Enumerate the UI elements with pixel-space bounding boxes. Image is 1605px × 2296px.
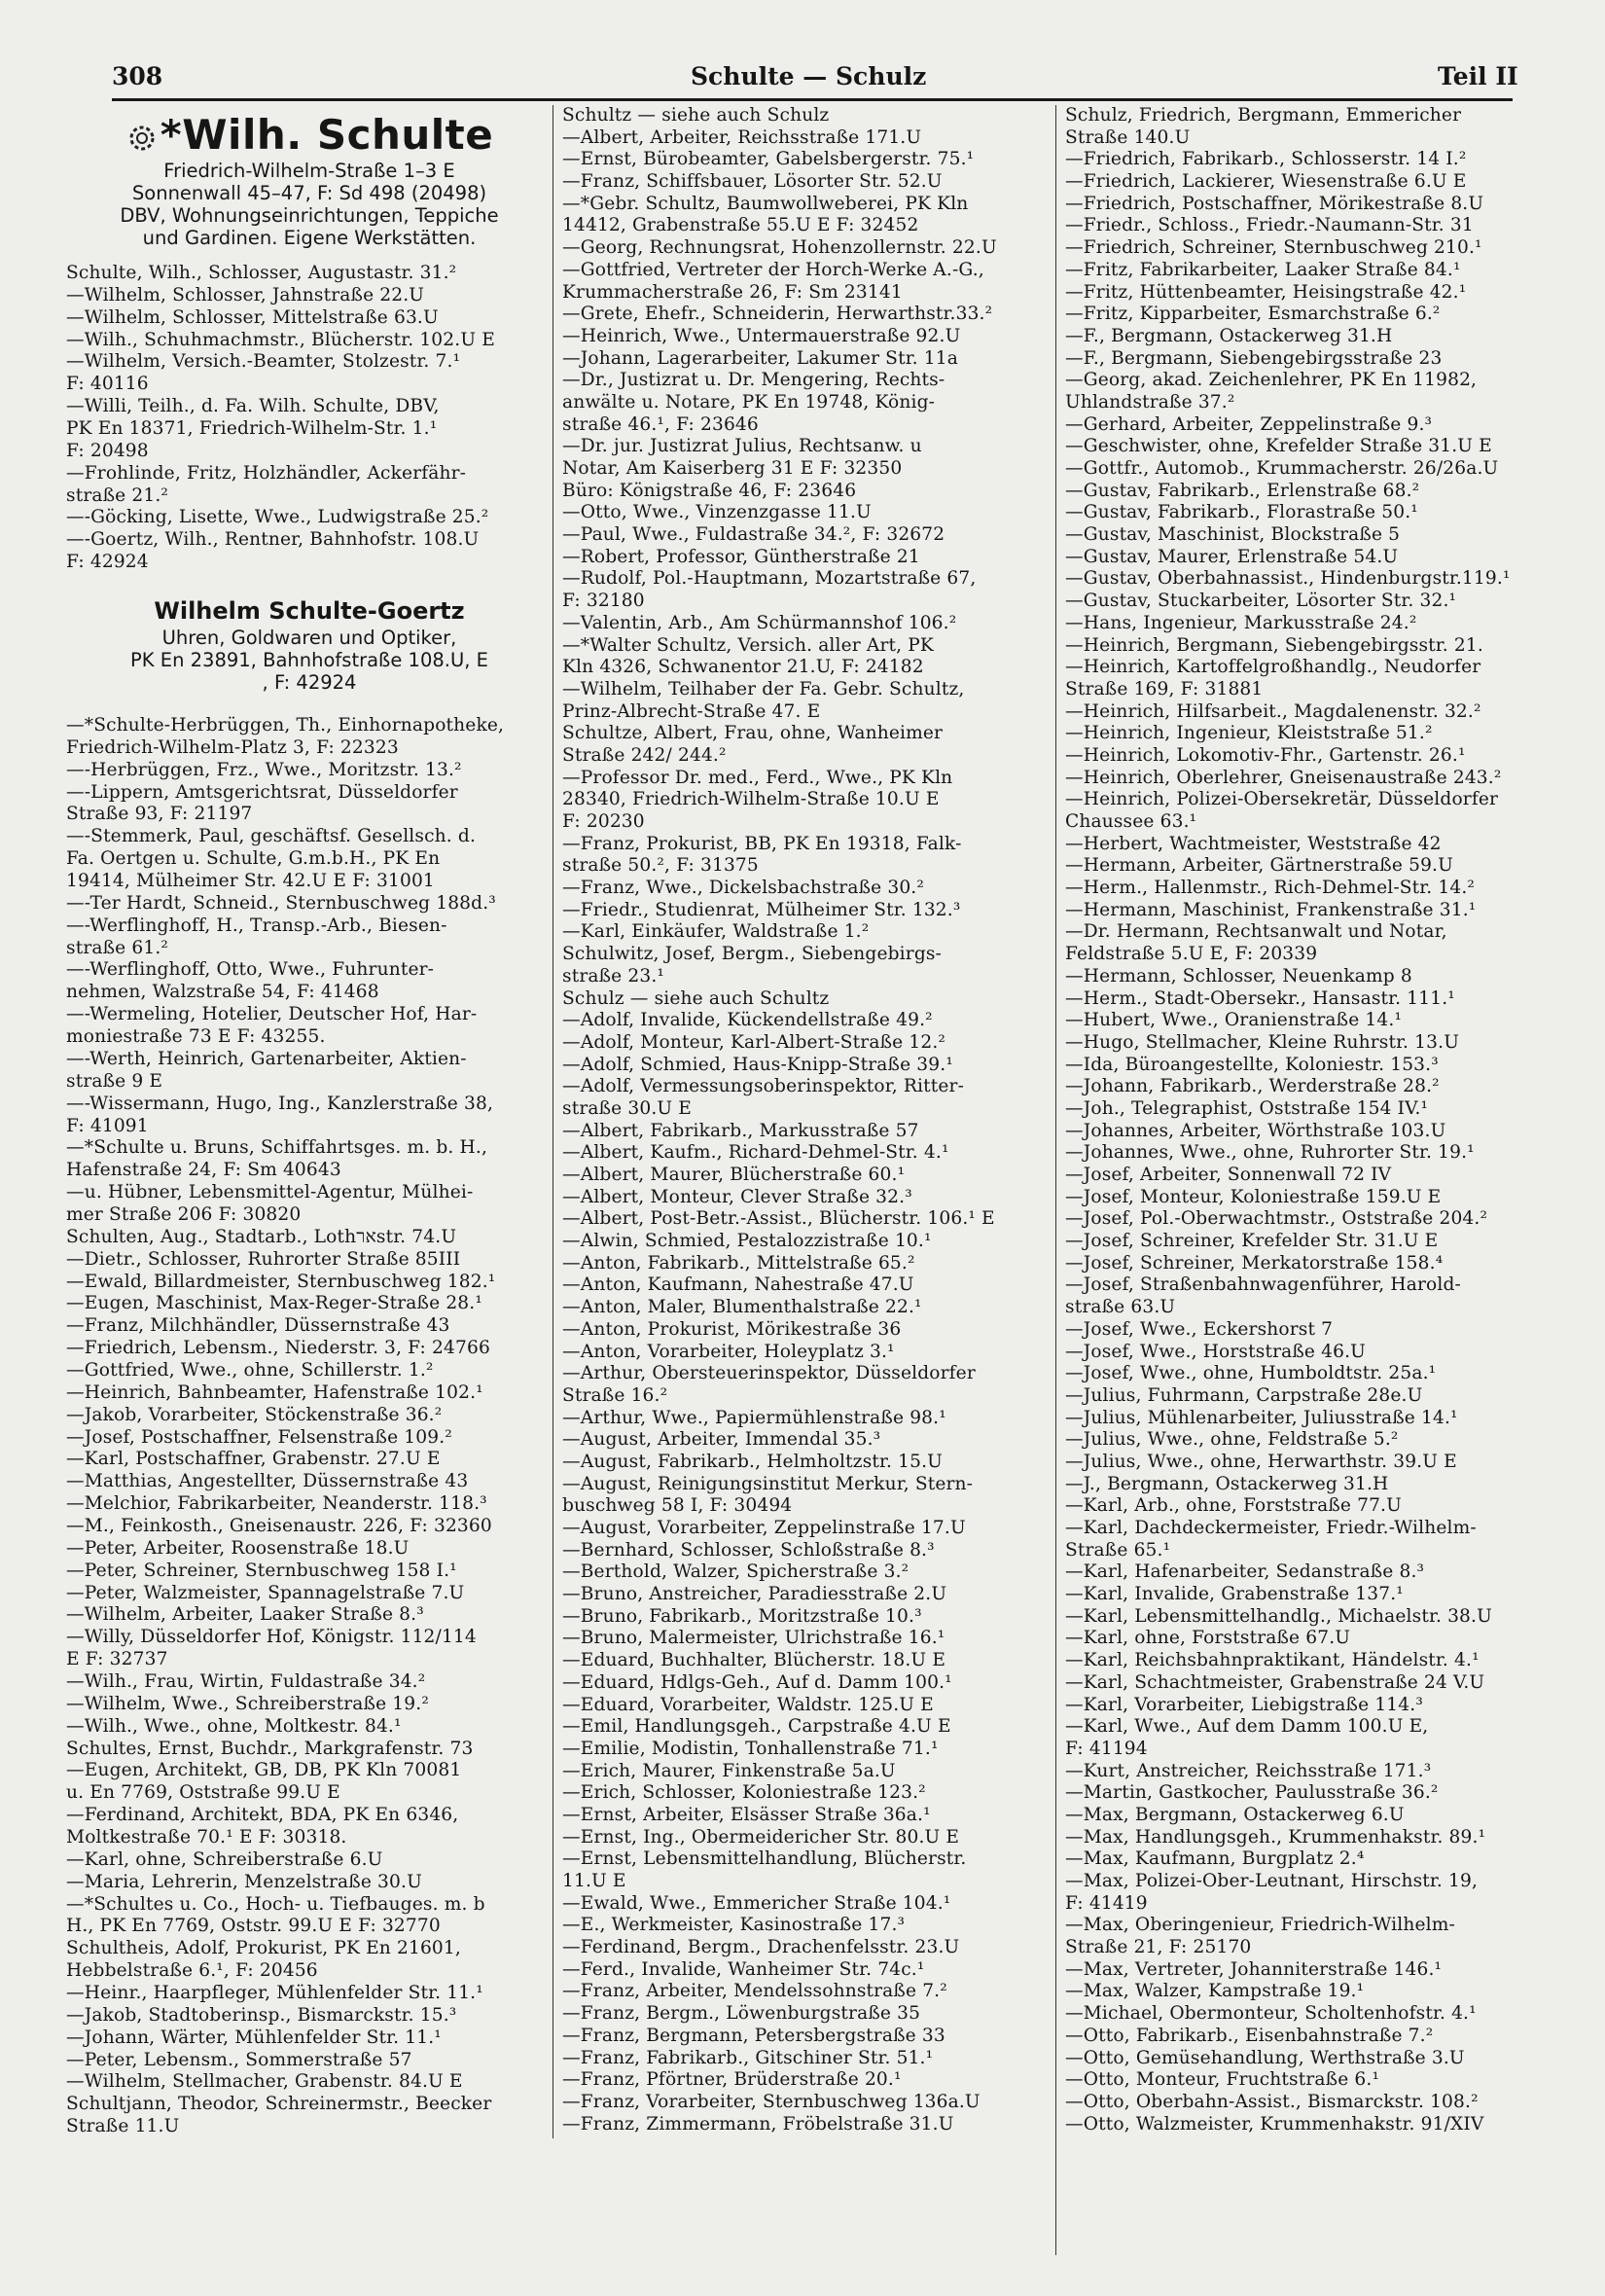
directory-line: —Gottfr., Automob., Krummacherstr. 26/26a.U — [1065, 458, 1499, 479]
directory-line: —Karl, Reichsbahnpraktikant, Händelstr. 4.¹ — [1065, 1650, 1480, 1671]
directory-line: —Josef, Wwe., Horststraße 46.U — [1065, 1341, 1366, 1362]
advert-line: PK En 23891, Bahnhofstraße 108.U, E — [130, 649, 488, 672]
directory-line: F: 32180 — [562, 591, 645, 612]
directory-line: —Wilhelm, Versich.-Beamter, Stolzestr. 7.¹ — [66, 351, 461, 373]
directory-line: nehmen, Walzstraße 54, F: 41468 — [66, 982, 379, 1003]
directory-line: Straße 11.U — [66, 2116, 180, 2137]
directory-line: —Georg, Rechnungsrat, Hohenzollernstr. 22.U — [562, 237, 997, 259]
advert-line: Uhren, Goldwaren und Optiker, — [161, 627, 457, 650]
directory-line: —Josef, Schreiner, Krefelder Str. 31.U E — [1065, 1231, 1439, 1252]
directory-line: —Herbert, Wachtmeister, Weststraße 42 — [1065, 833, 1442, 854]
directory-line: —Otto, Monteur, Fruchtstraße 6.¹ — [1065, 2069, 1380, 2091]
directory-line: —Friedr., Schloss., Friedr.-Naumann-Str. 31 — [1065, 215, 1474, 236]
directory-line: —Emil, Handlungsgeh., Carpstraße 4.U E — [562, 1716, 951, 1738]
directory-line: straße 46.¹, F: 23646 — [562, 413, 759, 435]
directory-line: Krummacherstraße 26, F: Sm 23141 — [562, 281, 903, 303]
directory-line: —Heinrich, Lokomotiv-Fhr., Gartenstr. 26.¹ — [1065, 744, 1466, 766]
directory-line: —Ernst, Lebensmittelhandlung, Blücherstr. — [562, 1848, 967, 1870]
directory-line: —Ferd., Invalide, Wanheimer Str. 74c.¹ — [562, 1958, 925, 1980]
directory-line: —-Ter Hardt, Schneid., Sternbuschweg 188d.³ — [66, 892, 496, 914]
directory-line: Schultes, Ernst, Buchdr., Markgrafenstr. 73 — [66, 1738, 474, 1759]
directory-line: —Karl, Schachtmeister, Grabenstraße 24 V.U — [1065, 1671, 1485, 1693]
directory-line: —Adolf, Vermessungsoberinspektor, Ritter- — [562, 1076, 965, 1097]
directory-line: —Franz, Milchhändler, Düssernstraße 43 — [66, 1315, 450, 1337]
directory-line: —Anton, Fabrikarb., Mittelstraße 65.² — [562, 1252, 915, 1274]
advert-title: Wilhelm Schulte-Goertz — [154, 597, 465, 626]
directory-line: moniestraße 73 E F: 43255. — [66, 1026, 326, 1048]
directory-line: —Jakob, Stadtoberinsp., Bismarckstr. 15.³ — [66, 2004, 457, 2026]
directory-line: —Julius, Mühlenarbeiter, Juliusstraße 14.¹ — [1065, 1407, 1458, 1428]
directory-line: —Friedrich, Lackierer, Wiesenstraße 6.U E — [1065, 171, 1467, 193]
advert-lines — [66, 627, 553, 694]
directory-line: —-Lippern, Amtsgerichtsrat, Düsseldorfer — [66, 781, 458, 803]
advert-schulte-goertz — [66, 595, 553, 694]
directory-line: —*Walter Schultz, Versich. aller Art, PK — [562, 634, 934, 656]
directory-line: —u. Hübner, Lebensmittel-Agentur, Mülhei- — [66, 1182, 474, 1203]
directory-line: —-Wermeling, Hotelier, Deutscher Hof, Har- — [66, 1004, 478, 1025]
directory-line: Straße 65.¹ — [1065, 1539, 1171, 1561]
directory-line: Schulten, Aug., Stadtarb., Lothארstr. 74.U — [66, 1226, 457, 1247]
directory-line: —Hugo, Stellmacher, Kleine Ruhrstr. 13.U — [1065, 1031, 1460, 1053]
directory-line: —Berthold, Walzer, Spicherstraße 3.² — [562, 1561, 910, 1583]
directory-line: —Gustav, Maschinist, Blockstraße 5 — [1065, 524, 1401, 546]
directory-line: —Ewald, Billardmeister, Sternbuschweg 182.¹ — [66, 1271, 496, 1292]
directory-line: —Albert, Arbeiter, Reichsstraße 171.U — [562, 126, 922, 148]
directory-line: —Max, Handlungsgeh., Krummenhakstr. 89.¹ — [1065, 1826, 1486, 1848]
directory-line: mer Straße 206 F: 30820 — [66, 1203, 302, 1225]
directory-line: —F., Bergmann, Ostackerweg 31.H — [1065, 325, 1393, 346]
directory-line: —Heinrich, Kartoffelgroßhandlg., Neudorfer — [1065, 657, 1481, 678]
directory-line: —-Göcking, Lisette, Wwe., Ludwigstraße 25.² — [66, 507, 489, 528]
directory-line: —Heinrich, Hilfsarbeit., Magdalenenstr. 32.² — [1065, 700, 1481, 722]
directory-line: —Bernhard, Schlosser, Schloßstraße 8.³ — [562, 1539, 935, 1561]
directory-line: —Bruno, Malermeister, Ulrichstraße 16.¹ — [562, 1628, 945, 1649]
directory-line: Straße 93, F: 21197 — [66, 804, 253, 825]
directory-line: Uhlandstraße 37.² — [1065, 391, 1235, 413]
directory-line: —Peter, Walzmeister, Spannagelstraße 7.U — [66, 1582, 465, 1603]
directory-line: —-Werflinghoff, H., Transp.-Arb., Biesen- — [66, 915, 447, 936]
column-3 — [1065, 105, 1532, 2255]
directory-line: 14412, Grabenstraße 55.U E F: 32452 — [562, 215, 919, 236]
directory-line: —Paul, Wwe., Fuldastraße 34.², F: 32672 — [562, 524, 945, 546]
directory-line: —Julius, Fuhrmann, Carpstraße 28e.U — [1065, 1384, 1423, 1406]
directory-line: —Wilhelm, Schlosser, Jahnstraße 22.U — [66, 284, 425, 305]
directory-line: —Fritz, Hüttenbeamter, Heisingstraße 42.¹ — [1065, 281, 1467, 303]
directory-line: —Gerhard, Arbeiter, Zeppelinstraße 9.³ — [1065, 413, 1433, 435]
directory-line: —Peter, Arbeiter, Roosenstraße 18.U — [66, 1537, 410, 1559]
advert-line: Sonnenwall 45–47, F: Sd 498 (20498) — [131, 182, 487, 204]
directory-line: —Jakob, Vorarbeiter, Stöckenstraße 36.² — [66, 1404, 443, 1425]
directory-line: straße 50.², F: 31375 — [562, 855, 759, 877]
directory-line: —Karl, Postschaffner, Grabenstr. 27.U E — [66, 1449, 441, 1470]
directory-line: —Franz, Prokurist, BB, PK En 19318, Falk- — [562, 833, 962, 854]
directory-line: —Maria, Lehrerin, Menzelstraße 30.U — [66, 1871, 422, 1892]
directory-line: —Gustav, Fabrikarb., Florastraße 50.¹ — [1065, 502, 1418, 523]
directory-line: —Ewald, Wwe., Emmericher Straße 104.¹ — [562, 1892, 951, 1914]
directory-line: —Albert, Post-Betr.-Assist., Blücherstr. 106.¹ E — [562, 1208, 995, 1230]
directory-line: —Ernst, Bürobeamter, Gabelsbergerstr. 75.¹ — [562, 149, 975, 170]
directory-line: —M., Feinkosth., Gneisenaustr. 226, F: 32360 — [66, 1515, 492, 1536]
directory-line: —Gustav, Fabrikarb., Erlenstraße 68.² — [1065, 480, 1420, 501]
directory-line: F: 20230 — [562, 811, 645, 832]
directory-line: F: 41194 — [1065, 1738, 1148, 1759]
directory-line: anwälte u. Notare, PK En 19748, König- — [562, 391, 936, 413]
entries-part-a — [66, 263, 553, 574]
directory-line: Straße 21, F: 25170 — [1065, 1937, 1252, 1958]
directory-line: —Robert, Professor, Güntherstraße 21 — [562, 546, 920, 567]
directory-line: —Erich, Maurer, Finkenstraße 5a.U — [562, 1760, 896, 1781]
directory-line: F: 41091 — [66, 1115, 149, 1136]
directory-line: —-Wissermann, Hugo, Ing., Kanzlerstraße 38, — [66, 1093, 494, 1114]
directory-line: straße 23.¹ — [562, 965, 664, 987]
cogwheel-icon — [125, 122, 159, 155]
directory-line: —Otto, Oberbahn-Assist., Bismarckstr. 108.² — [1065, 2091, 1479, 2112]
directory-line: —Max, Kaufmann, Burgplatz 2.⁴ — [1065, 1848, 1365, 1870]
directory-line: Schulz — siehe auch Schultz — [562, 987, 830, 1009]
directory-line: —Joh., Telegraphist, Oststraße 154 IV.¹ — [1065, 1097, 1429, 1119]
directory-line: buschweg 58 I, F: 30494 — [562, 1495, 793, 1517]
directory-line: —Wilh., Schuhmachmstr., Blücherstr. 102.U E — [66, 329, 495, 350]
directory-line: —-Werflinghoff, Otto, Wwe., Fuhrunter- — [66, 959, 435, 981]
directory-line: —Friedrich, Lebensm., Niederstr. 3, F: 24766 — [66, 1338, 490, 1359]
directory-line: Kln 4326, Schwanentor 21.U, F: 24182 — [562, 657, 924, 678]
directory-line: —Josef, Pol.-Oberwachtmstr., Oststraße 204.² — [1065, 1208, 1488, 1230]
directory-line: —Fritz, Fabrikarbeiter, Laaker Straße 84.¹ — [1065, 259, 1461, 280]
directory-line: —Josef, Straßenbahnwagenführer, Harold- — [1065, 1274, 1461, 1296]
directory-line: —Heinrich, Ingenieur, Kleiststraße 51.² — [1065, 723, 1433, 744]
directory-line: —Heinrich, Wwe., Untermauerstraße 92.U — [562, 325, 961, 346]
directory-line: —Hubert, Wwe., Oranienstraße 14.¹ — [1065, 1010, 1403, 1031]
directory-line: —August, Arbeiter, Immendal 35.³ — [562, 1429, 881, 1451]
directory-line: —Max, Vertreter, Johanniterstraße 146.¹ — [1065, 1958, 1443, 1980]
directory-line: —Johann, Fabrikarb., Werderstraße 28.² — [1065, 1076, 1440, 1097]
directory-line: —Otto, Wwe., Vinzenzgasse 11.U — [562, 502, 872, 523]
directory-line: —Gustav, Stuckarbeiter, Lösorter Str. 32.¹ — [1065, 591, 1457, 612]
directory-line: —Julius, Wwe., ohne, Herwarthstr. 39.U E — [1065, 1451, 1457, 1472]
directory-line: —J., Bergmann, Ostackerweg 31.H — [1065, 1473, 1389, 1494]
directory-line: —Wilhelm, Wwe., Schreiberstraße 19.² — [66, 1693, 429, 1714]
directory-line: —Karl, Arb., ohne, Forststraße 77.U — [1065, 1495, 1402, 1517]
directory-line: —Gustav, Oberbahnassist., Hindenburgstr.119.¹ — [1065, 568, 1511, 590]
column-2 — [562, 105, 1056, 2255]
directory-line: —Max, Oberingenieur, Friedrich-Wilhelm- — [1065, 1915, 1455, 1936]
directory-line: —Josef, Wwe., ohne, Humboldtstr. 25a.¹ — [1065, 1363, 1437, 1384]
directory-line: straße 30.U E — [562, 1097, 692, 1119]
column-1 — [66, 105, 553, 2138]
header-rule — [112, 98, 1513, 101]
directory-line: —Dr. Hermann, Rechtsanwalt und Notar, — [1065, 921, 1447, 943]
directory-line: —Wilh., Wwe., ohne, Moltkestr. 84.¹ — [66, 1715, 402, 1737]
directory-line: Schultz — siehe auch Schulz — [562, 105, 830, 126]
directory-line: Chaussee 63.¹ — [1065, 811, 1197, 832]
directory-line: —Gottfried, Vertreter der Horch-Werke A.-G., — [562, 259, 984, 280]
directory-line: —Adolf, Invalide, Kückendellstraße 49.² — [562, 1010, 933, 1031]
directory-line: —Wilhelm, Teilhaber der Fa. Gebr. Schultz, — [562, 678, 965, 700]
directory-line: Schulz, Friedrich, Bergmann, Emmericher — [1065, 105, 1462, 126]
directory-line: —-Herbrüggen, Frz., Wwe., Moritzstr. 13.² — [66, 759, 462, 780]
directory-line: —Kurt, Anstreicher, Reichsstraße 171.³ — [1065, 1760, 1432, 1781]
directory-line: —Josef, Arbeiter, Sonnenwall 72 IV — [1065, 1165, 1392, 1185]
directory-line: 28340, Friedrich-Wilhelm-Straße 10.U E — [562, 789, 940, 810]
directory-line: —Albert, Kaufm., Richard-Dehmel-Str. 4.¹ — [562, 1142, 949, 1164]
directory-line: —Heinrich, Bergmann, Siebengebirgsstr. 21. — [1065, 634, 1483, 656]
directory-line: —Adolf, Schmied, Haus-Knipp-Straße 39.¹ — [562, 1054, 953, 1075]
directory-line: —Friedrich, Fabrikarb., Schlosserstr. 14 I.² — [1065, 149, 1467, 170]
directory-line: —Johannes, Wwe., ohne, Ruhrorter Str. 19.¹ — [1065, 1142, 1475, 1164]
directory-line: —Ferdinand, Bergm., Drachenfelsstr. 23.U — [562, 1937, 960, 1958]
directory-line: —Dr. jur. Justizrat Julius, Rechtsanw. u — [562, 436, 922, 457]
directory-line: Prinz-Albrecht-Straße 47. E — [562, 700, 821, 722]
directory-line: —Karl, Lebensmittelhandlg., Michaelstr. 38.U — [1065, 1605, 1492, 1627]
directory-line: —Johann, Wärter, Mühlenfelder Str. 11.¹ — [66, 2027, 442, 2048]
directory-line: —Julius, Wwe., ohne, Feldstraße 5.² — [1065, 1429, 1399, 1451]
directory-line: —Grete, Ehefr., Schneiderin, Herwarthstr.33.² — [562, 304, 993, 325]
directory-line: —Frohlinde, Fritz, Holzhändler, Ackerfähr- — [66, 462, 467, 484]
directory-line: —Franz, Pförtner, Brüderstraße 20.¹ — [562, 2069, 902, 2091]
directory-line: —Dietr., Schlosser, Ruhrorter Straße 85III — [66, 1248, 461, 1270]
directory-line: —Anton, Maler, Blumenthalstraße 22.¹ — [562, 1297, 922, 1318]
advert-line: , F: 42924 — [262, 671, 357, 695]
directory-line: —Adolf, Monteur, Karl-Albert-Straße 12.² — [562, 1031, 945, 1053]
directory-line: —Alwin, Schmied, Pestalozzistraße 10.¹ — [562, 1231, 932, 1252]
directory-line: —Karl, Dachdeckermeister, Friedr.-Wilhelm- — [1065, 1518, 1477, 1538]
directory-line: —Albert, Monteur, Clever Straße 32.³ — [562, 1186, 912, 1207]
directory-line: —Friedr., Studienrat, Mülheimer Str. 132.³ — [562, 899, 961, 920]
directory-line: H., PK En 7769, Oststr. 99.U E F: 32770 — [66, 1916, 441, 1937]
directory-line: —-Goertz, Wilh., Rentner, Bahnhofstr. 108.U — [66, 529, 480, 551]
directory-line: —Ernst, Arbeiter, Elsässer Straße 36a.¹ — [562, 1804, 931, 1825]
directory-line: —Anton, Prokurist, Mörikestraße 36 — [562, 1318, 902, 1340]
directory-line: Schultjann, Theodor, Schreinermstr., Beecker — [66, 2094, 492, 2115]
advert-title: *Wilh. Schulte — [160, 111, 494, 159]
directory-line: Hafenstraße 24, F: Sm 40643 — [66, 1160, 341, 1181]
directory-line: —Gottfried, Wwe., ohne, Schillerstr. 1.² — [66, 1359, 434, 1381]
directory-line: —Otto, Walzmeister, Krummenhakstr. 91/XIV — [1065, 2113, 1484, 2135]
directory-line: —Bruno, Fabrikarb., Moritzstraße 10.³ — [562, 1605, 922, 1627]
directory-line: —Josef, Postschaffner, Felsenstraße 109.² — [66, 1426, 452, 1448]
directory-line: E F: 32737 — [66, 1649, 168, 1670]
directory-line: —Professor Dr. med., Ferd., Wwe., PK Kln — [562, 767, 953, 788]
directory-line: —Michael, Obermonteur, Scholtenhofstr. 4.¹ — [1065, 2003, 1477, 2025]
directory-line: —Hans, Ingenieur, Markusstraße 24.² — [1065, 612, 1417, 633]
directory-line: —*Gebr. Schultz, Baumwollweberei, PK Kln — [562, 193, 969, 214]
directory-line: Schulwitz, Josef, Bergm., Siebengebirgs- — [562, 944, 942, 965]
directory-line: —Willy, Düsseldorfer Hof, Königstr. 112/114 — [66, 1627, 477, 1648]
directory-line: —*Schultes u. Co., Hoch- u. Tiefbauges. m. b — [66, 1893, 485, 1915]
directory-line: Straße 140.U — [1065, 126, 1191, 148]
directory-line: —Franz, Wwe., Dickelsbachstraße 30.² — [562, 878, 924, 899]
directory-line: —Franz, Fabrikarb., Gitschiner Str. 51.¹ — [562, 2047, 934, 2068]
directory-line: Fa. Oertgen u. Schulte, G.m.b.H., PK En — [66, 848, 441, 870]
directory-line: —Josef, Monteur, Koloniestraße 159.U E — [1065, 1186, 1442, 1207]
directory-line: —Herm., Hallenmstr., Rich-Dehmel-Str. 14.² — [1065, 878, 1476, 899]
directory-line: —Hermann, Maschinist, Frankenstraße 31.¹ — [1065, 899, 1477, 920]
directory-line: —Peter, Schreiner, Sternbuschweg 158 I.¹ — [66, 1560, 457, 1581]
directory-line: —August, Reinigungsinstitut Merkur, Stern- — [562, 1473, 974, 1494]
directory-line: —Dr., Justizrat u. Dr. Mengering, Rechts- — [562, 370, 945, 391]
advert-line: und Gardinen. Eigene Werkstätten. — [142, 227, 477, 249]
directory-line: —Ida, Büroangestellte, Koloniestr. 153.³ — [1065, 1054, 1439, 1075]
directory-line: —Karl, Einkäufer, Waldstraße 1.² — [562, 921, 870, 943]
advert-line: Friedrich-Wilhelm-Straße 1–3 E — [163, 160, 455, 182]
directory-line: Straße 242/ 244.² — [562, 744, 727, 766]
advert-line: DBV, Wohnungseinrichtungen, Teppiche — [120, 204, 499, 227]
directory-line: —Matthias, Angestellter, Düssernstraße 43 — [66, 1471, 469, 1492]
directory-line: F: 20498 — [66, 440, 149, 461]
directory-line: —Karl, Vorarbeiter, Liebigstraße 114.³ — [1065, 1694, 1423, 1715]
directory-line: Feldstraße 5.U E, F: 20339 — [1065, 944, 1318, 965]
directory-line: —Hermann, Arbeiter, Gärtnerstraße 59.U — [1065, 855, 1453, 877]
directory-line: —Ernst, Ing., Obermeidericher Str. 80.U E — [562, 1826, 960, 1848]
directory-line: Schulte, Wilh., Schlosser, Augustastr. 31.² — [66, 263, 457, 283]
directory-line: F: 42924 — [66, 552, 149, 573]
directory-line: —Martin, Gastkocher, Paulusstraße 36.² — [1065, 1782, 1439, 1804]
directory-line: —Eduard, Buchhalter, Blücherstr. 18.U E — [562, 1650, 946, 1671]
directory-line: —Eduard, Hdlgs-Geh., Auf d. Damm 100.¹ — [562, 1671, 952, 1693]
directory-line: —Max, Walzer, Kampstraße 19.¹ — [1065, 1981, 1365, 2002]
directory-line: —Bruno, Anstreicher, Paradiesstraße 2.U — [562, 1584, 947, 1605]
directory-line: —Eugen, Maschinist, Max-Reger-Straße 28.¹ — [66, 1293, 482, 1314]
directory-line: —Valentin, Arb., Am Schürmannshof 106.² — [562, 612, 957, 633]
directory-line: —August, Fabrikarb., Helmholtzstr. 15.U — [562, 1451, 943, 1472]
directory-line: Notar, Am Kaiserberg 31 E F: 32350 — [562, 458, 903, 479]
running-head: Schulte — Schulz — [691, 62, 927, 90]
directory-line: —Herm., Stadt-Obersekr., Hansastr. 111.¹ — [1065, 987, 1455, 1009]
directory-line: —Albert, Maurer, Blücherstraße 60.¹ — [562, 1165, 906, 1185]
directory-line: —Erich, Schlosser, Koloniestraße 123.² — [562, 1782, 926, 1804]
directory-line: —Wilh., Frau, Wirtin, Fuldastraße 34.² — [66, 1670, 426, 1692]
directory-line: Büro: Königstraße 46, F: 23646 — [562, 480, 857, 501]
directory-line: —*Schulte-Herbrüggen, Th., Einhornapotheke, — [66, 715, 505, 736]
directory-line: —Hermann, Schlosser, Neuenkamp 8 — [1065, 965, 1412, 987]
directory-line: straße 9 E — [66, 1070, 163, 1092]
directory-line: —Josef, Wwe., Eckershorst 7 — [1065, 1318, 1334, 1340]
directory-line: —Heinr., Haarpfleger, Mühlenfelder Str. 11.¹ — [66, 1983, 483, 2004]
directory-line: straße 21.² — [66, 484, 168, 506]
directory-line: —Anton, Kaufmann, Nahestraße 47.U — [562, 1274, 914, 1296]
directory-line: —Otto, Fabrikarb., Eisenbahnstraße 7.² — [1065, 2025, 1434, 2046]
directory-line: Hebbelstraße 6.¹, F: 20456 — [66, 1960, 318, 1982]
directory-line: —Gustav, Maurer, Erlenstraße 54.U — [1065, 546, 1399, 567]
directory-line: 11.U E — [562, 1871, 626, 1891]
directory-line: —E., Werkmeister, Kasinostraße 17.³ — [562, 1915, 906, 1936]
directory-line: —Anton, Vorarbeiter, Holeyplatz 3.¹ — [562, 1341, 895, 1362]
directory-line: —Heinrich, Bahnbeamter, Hafenstraße 102.¹ — [66, 1381, 483, 1403]
directory-line: —F., Bergmann, Siebengebirgsstraße 23 — [1065, 347, 1443, 369]
entries-part-b — [66, 715, 553, 2138]
directory-line: —Franz, Bergmann, Petersbergstraße 33 — [562, 2025, 945, 2046]
directory-line: —Karl, ohne, Schreiberstraße 6.U — [66, 1848, 383, 1870]
directory-line: —*Schulte u. Bruns, Schiffahrtsges. m. b. H., — [66, 1137, 488, 1159]
directory-line: —Geschwister, ohne, Krefelder Straße 31.U E — [1065, 436, 1492, 457]
directory-line: —Peter, Lebensm., Sommerstraße 57 — [66, 2049, 412, 2070]
part-label: Teil II — [1438, 62, 1518, 90]
directory-line: —Karl, Hafenarbeiter, Sedanstraße 8.³ — [1065, 1561, 1425, 1583]
directory-line: —Wilhelm, Schlosser, Mittelstraße 63.U — [66, 306, 439, 328]
directory-line: —-Stemmerk, Paul, geschäftsf. Gesellsch. d. — [66, 826, 477, 847]
directory-line: —Eugen, Architekt, GB, DB, PK Kln 70081 — [66, 1760, 462, 1781]
directory-line: Friedrich-Wilhelm-Platz 3, F: 22323 — [66, 736, 399, 758]
directory-line: —Albert, Fabrikarb., Markusstraße 57 — [562, 1120, 919, 1141]
directory-line: —Georg, akad. Zeichenlehrer, PK En 11982, — [1065, 370, 1478, 391]
directory-line: —Rudolf, Pol.-Hauptmann, Mozartstraße 67, — [562, 568, 977, 590]
directory-line: straße 61.² — [66, 937, 168, 958]
directory-line: —Willi, Teilh., d. Fa. Wilh. Schulte, DBV, — [66, 396, 440, 417]
directory-line: —Friedrich, Schreiner, Sternbuschweg 210.¹ — [1065, 237, 1482, 259]
directory-line: —Otto, Gemüsehandlung, Werthstraße 3.U — [1065, 2047, 1465, 2068]
directory-line: 19414, Mülheimer Str. 42.U E F: 31001 — [66, 871, 435, 892]
directory-line: —Melchior, Fabrikarbeiter, Neanderstr. 118.³ — [66, 1493, 487, 1515]
directory-line: —Karl, Invalide, Grabenstraße 137.¹ — [1065, 1584, 1404, 1605]
advert-wilh-schulte — [66, 111, 553, 249]
directory-line: F: 41419 — [1065, 1892, 1148, 1914]
directory-line: —Wilhelm, Arbeiter, Laaker Straße 8.³ — [66, 1604, 424, 1626]
directory-line: —Franz, Zimmermann, Fröbelstraße 31.U — [562, 2113, 954, 2135]
directory-line: —Karl, ohne, Forststraße 67.U — [1065, 1628, 1351, 1649]
directory-line: —Karl, Wwe., Auf dem Damm 100.U E, — [1065, 1716, 1429, 1738]
page-number: 308 — [112, 62, 163, 90]
directory-line: Moltkestraße 70.¹ E F: 30318. — [66, 1827, 347, 1848]
directory-line: —Max, Bergmann, Ostackerweg 6.U — [1065, 1804, 1405, 1825]
directory-line: —Heinrich, Polizei-Obersekretär, Düsseldorfer — [1065, 789, 1499, 810]
directory-line: —Johann, Lagerarbeiter, Lakumer Str. 11a — [562, 347, 958, 369]
directory-line: —-Werth, Heinrich, Gartenarbeiter, Aktien- — [66, 1048, 467, 1069]
directory-line: F: 40116 — [66, 374, 149, 395]
directory-line: —Max, Polizei-Ober-Leutnant, Hirschstr. 19, — [1065, 1871, 1479, 1891]
directory-line: —Eduard, Vorarbeiter, Waldstr. 125.U E — [562, 1694, 934, 1715]
directory-line: —August, Vorarbeiter, Zeppelinstraße 17.U — [562, 1518, 966, 1538]
directory-line: —Friedrich, Postschaffner, Mörikestraße 8.U — [1065, 193, 1484, 214]
directory-line: —Arthur, Obersteuerinspektor, Düsseldorfer — [562, 1363, 976, 1384]
directory-line: —Franz, Vorarbeiter, Sternbuschweg 136a.U — [562, 2091, 981, 2112]
directory-line: —Ferdinand, Architekt, BDA, PK En 6346, — [66, 1805, 459, 1826]
directory-line: PK En 18371, Friedrich-Wilhelm-Str. 1.¹ — [66, 418, 438, 440]
directory-line: —Johannes, Arbeiter, Wörthstraße 103.U — [1065, 1120, 1446, 1141]
directory-line: straße 63.U — [1065, 1297, 1176, 1318]
directory-line: u. En 7769, Oststraße 99.U E — [66, 1782, 340, 1804]
directory-line: —Emilie, Modistin, Tonhallenstraße 71.¹ — [562, 1738, 939, 1759]
directory-line: —Franz, Schiffsbauer, Lösorter Str. 52.U — [562, 171, 943, 193]
directory-line: —Arthur, Wwe., Papiermühlenstraße 98.¹ — [562, 1407, 946, 1428]
directory-line: —Wilhelm, Stellmacher, Grabenstr. 84.U E — [66, 2071, 463, 2093]
directory-line: —Fritz, Kipparbeiter, Esmarchstraße 6.² — [1065, 304, 1441, 325]
directory-line: Schultze, Albert, Frau, ohne, Wanheimer — [562, 723, 944, 744]
directory-line: —Franz, Bergm., Löwenburgstraße 35 — [562, 2003, 921, 2025]
advert-lines — [66, 160, 553, 249]
directory-line: —Josef, Schreiner, Merkatorstraße 158.⁴ — [1065, 1252, 1444, 1274]
directory-line: Straße 169, F: 31881 — [1065, 678, 1264, 700]
directory-line: —Franz, Arbeiter, Mendelssohnstraße 7.² — [562, 1981, 947, 2002]
directory-line: Straße 16.² — [562, 1384, 668, 1406]
directory-line: Schultheis, Adolf, Prokurist, PK En 21601, — [66, 1938, 461, 1959]
directory-line: —Heinrich, Oberlehrer, Gneisenaustraße 243.² — [1065, 767, 1502, 788]
